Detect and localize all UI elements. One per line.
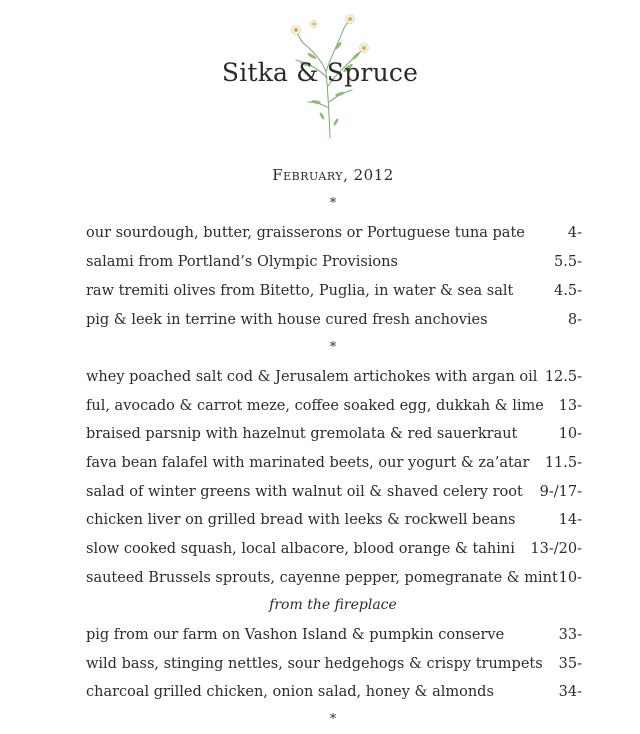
- menu-item-price: 4-: [567, 225, 582, 241]
- menu-item-price: 8-: [567, 312, 582, 328]
- restaurant-name: Sitka & Spruce: [221, 58, 419, 87]
- menu-item-name: charcoal grilled chicken, onion salad, honey & almonds: [86, 684, 494, 700]
- menu-item-price: 4.5-: [554, 283, 582, 299]
- menu-item: [86, 481, 582, 503]
- menu-item: [86, 624, 582, 646]
- menu-item-name: wild bass, stinging nettles, sour hedgehogs & crispy trumpets: [86, 656, 543, 672]
- menu-item-name: whey poached salt cod & Jerusalem artichokes with argan oil: [86, 369, 538, 385]
- menu-item-price: 13-: [558, 398, 582, 414]
- menu-item-price: 11.5-: [544, 455, 582, 471]
- menu-item-price: 35-: [558, 656, 582, 672]
- menu-item: [86, 280, 582, 302]
- menu-item: [86, 309, 582, 331]
- menu-item-name: chicken liver on grilled bread with leeks & rockwell beans: [86, 512, 516, 528]
- menu-item: [86, 567, 582, 589]
- menu-item-name: ful, avocado & carrot meze, coffee soaked egg, dukkah & lime: [86, 398, 544, 414]
- menu-item-name: salad of winter greens with walnut oil & shaved celery root: [86, 484, 523, 500]
- menu-item: [86, 222, 582, 244]
- menu-item-name: fava bean falafel with marinated beets, our yogurt & za’atar: [86, 455, 530, 471]
- menu-item-price: 14-: [558, 512, 582, 528]
- separator-star: *: [329, 340, 337, 355]
- menu-item: [86, 452, 582, 474]
- menu-item-name: braised parsnip with hazelnut gremolata & red sauerkraut: [86, 426, 518, 442]
- menu-item-price: 34-: [558, 684, 582, 700]
- menu-item-price: 10-: [558, 570, 582, 586]
- menu-item-price: 9-/17-: [539, 484, 582, 500]
- menu-item-price: 33-: [558, 627, 582, 643]
- menu-item: [86, 653, 582, 675]
- menu-item-price: 10-: [558, 426, 582, 442]
- menu-item: [86, 366, 582, 388]
- menu-item-name: sauteed Brussels sprouts, cayenne pepper, pomegranate & mint: [86, 570, 558, 586]
- menu-item: [86, 681, 582, 703]
- separator-star: *: [329, 196, 337, 211]
- menu-item-name: salami from Portland’s Olympic Provisions: [86, 254, 398, 270]
- menu-item-name: slow cooked squash, local albacore, blood orange & tahini: [86, 541, 515, 557]
- menu-item-name: pig & leek in terrine with house cured fresh anchovies: [86, 312, 488, 328]
- menu-date: February, 2012: [272, 166, 394, 184]
- menu-item: [86, 509, 582, 531]
- menu-item-name: pig from our farm on Vashon Island & pumpkin conserve: [86, 627, 505, 643]
- menu-item-price: 13-/20-: [530, 541, 582, 557]
- menu-item: [86, 538, 582, 560]
- menu-item-price: 12.5-: [544, 369, 582, 385]
- menu-item-name: our sourdough, butter, graisserons or Portuguese tuna pate: [86, 225, 525, 241]
- menu-item-name: raw tremiti olives from Bitetto, Puglia, in water & sea salt: [86, 283, 514, 299]
- separator-star: *: [329, 712, 337, 727]
- menu-item-price: 5.5-: [554, 254, 582, 270]
- menu-item: [86, 395, 582, 417]
- fireplace-heading: from the fireplace: [269, 597, 397, 613]
- menu-item: [86, 251, 582, 273]
- menu-item: [86, 423, 582, 445]
